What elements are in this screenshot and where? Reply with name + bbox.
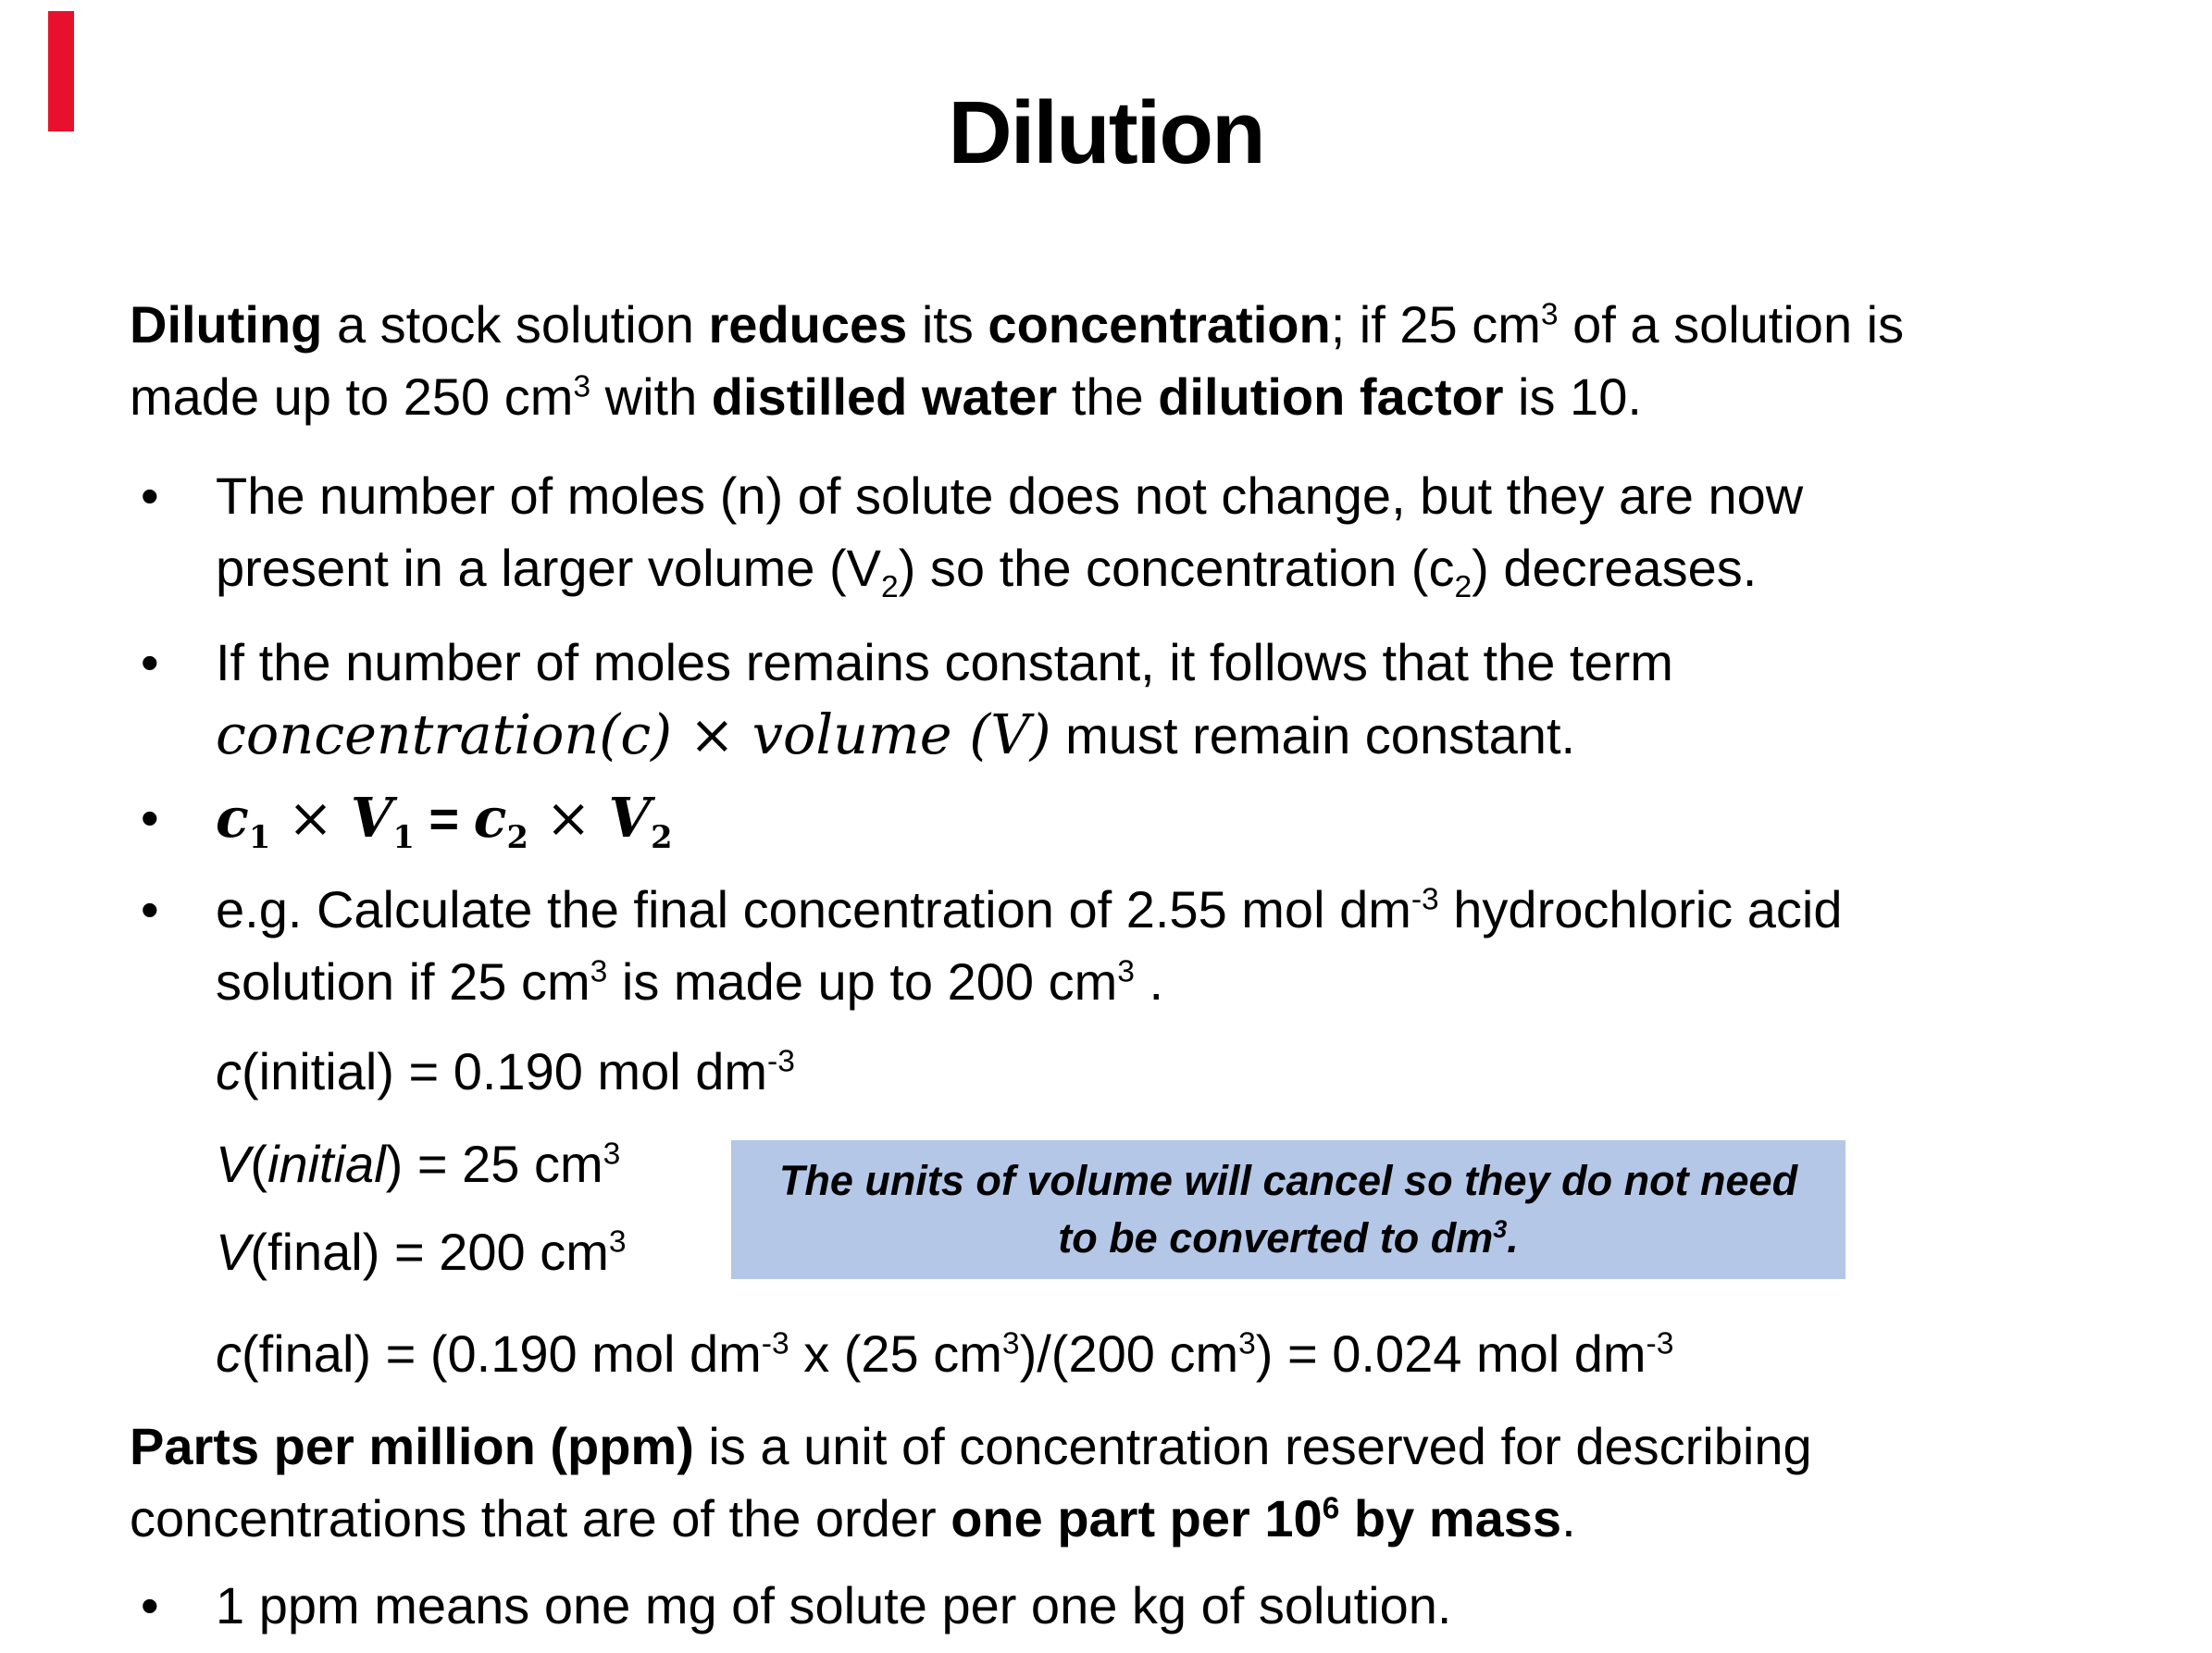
- text-segment: .: [1561, 1489, 1576, 1547]
- slide-title: Dilution: [948, 83, 1264, 182]
- text-segment: ×: [528, 786, 609, 850]
- text-segment: Parts per million (ppm): [130, 1417, 694, 1475]
- bullet-marker: •: [141, 880, 159, 938]
- text-segment: 1: [392, 818, 415, 856]
- text-segment: (final) = (0.190 mol dm: [242, 1324, 762, 1383]
- text-line: [779, 1152, 1797, 1210]
- text-segment: V: [350, 786, 393, 850]
- text-segment: -3: [761, 1326, 789, 1361]
- bullet-item: [130, 874, 2193, 1018]
- text-line: [216, 699, 2193, 772]
- text-segment: is a unit of concentration reserved for describing: [693, 1417, 1812, 1475]
- text-segment: =: [414, 789, 474, 848]
- text-segment: c: [216, 1324, 242, 1383]
- text-line: [130, 289, 2193, 361]
- text-segment: 2: [881, 570, 899, 605]
- text-segment: e.g. Calculate the final concentration of 2.55 mol dm: [216, 880, 1411, 938]
- text-segment: 2: [506, 818, 528, 856]
- text-segment: with: [590, 367, 712, 426]
- bullet-item: [130, 460, 2193, 604]
- text-segment: 6: [1322, 1491, 1340, 1526]
- text-segment: 3: [1540, 297, 1559, 332]
- text-segment: x (25 cm: [789, 1324, 1002, 1383]
- text-segment: Diluting: [130, 295, 323, 354]
- text-segment: If the number of moles remains constant, it follows that the term: [216, 633, 1673, 691]
- text-segment: V: [216, 1135, 251, 1193]
- text-segment: ) = 25 cm: [385, 1135, 603, 1193]
- text-segment: The units of volume will cancel so they do not need: [778, 1157, 1798, 1204]
- text-segment: its: [907, 295, 988, 354]
- text-segment: (initial) = 0.190 mol dm: [242, 1042, 768, 1100]
- bullet-item: [130, 627, 2193, 772]
- text-segment: 3: [590, 954, 608, 989]
- text-segment: 1 ppm means one mg of solute per one kg of solution.: [216, 1576, 1452, 1634]
- text-segment: ; if 25 cm: [1330, 295, 1541, 354]
- text-segment: concentration: [988, 295, 1331, 354]
- text-segment: concentrations that are of the order: [130, 1489, 951, 1547]
- bullet-marker: •: [141, 633, 159, 691]
- text-segment: initial: [267, 1135, 386, 1193]
- text-segment: 3: [573, 369, 591, 404]
- text-segment: c: [473, 786, 507, 850]
- text-segment: ×: [270, 786, 351, 850]
- text-segment: of a solution is: [1558, 295, 1905, 354]
- text-line: [216, 874, 2193, 946]
- text-segment: -3: [767, 1044, 795, 1079]
- text-line: [1058, 1210, 1519, 1267]
- text-line: [216, 1570, 2193, 1642]
- text-segment: .: [1134, 952, 1164, 1011]
- text-segment: concentration(c) × volume (V): [216, 702, 1051, 766]
- text-segment: must remain constant.: [1050, 706, 1576, 764]
- text-segment: to be converted to dm: [1058, 1214, 1494, 1262]
- bullet-marker: •: [141, 1576, 159, 1634]
- text-segment: c: [216, 786, 249, 850]
- text-segment: solution if 25 cm: [216, 952, 590, 1011]
- text-line: [216, 627, 2193, 699]
- text-segment: made up to 250 cm: [130, 367, 574, 426]
- paragraph: [130, 1036, 2193, 1108]
- text-segment: 1: [248, 818, 271, 856]
- text-segment: ) so the concentration (c: [898, 539, 1455, 597]
- text-segment: is 10.: [1503, 367, 1642, 426]
- text-segment: c: [216, 1042, 242, 1100]
- bullet-marker: •: [141, 466, 159, 525]
- paragraph: [130, 1318, 2193, 1390]
- bullet-marker: •: [141, 789, 159, 847]
- text-segment: 3: [1001, 1326, 1020, 1361]
- text-segment: is made up to 200 cm: [607, 952, 1118, 1011]
- text-segment: V: [608, 786, 652, 850]
- slide-body: [130, 289, 2193, 1642]
- text-segment: the: [1057, 367, 1159, 426]
- text-line: [216, 946, 2193, 1018]
- text-segment: 2: [651, 818, 673, 856]
- text-segment: (final) = 200 cm: [250, 1223, 609, 1281]
- paragraph: [130, 1411, 2193, 1555]
- text-line: [130, 361, 2193, 433]
- text-segment: reduces: [708, 295, 908, 354]
- text-segment: -3: [1646, 1326, 1674, 1361]
- text-segment: distilled water: [711, 367, 1058, 426]
- text-line: [130, 1483, 2193, 1555]
- text-segment: ) decreases.: [1472, 539, 1758, 597]
- text-segment: 3: [603, 1137, 621, 1172]
- text-segment: V: [216, 1223, 251, 1281]
- text-line: [216, 460, 2193, 532]
- text-segment: present in a larger volume (V: [216, 539, 882, 597]
- text-segment: 3: [608, 1224, 627, 1260]
- text-segment: 3: [1117, 954, 1135, 989]
- text-segment: )/(200 cm: [1019, 1324, 1239, 1383]
- text-segment: (: [250, 1135, 268, 1193]
- text-segment: by mass: [1339, 1489, 1562, 1547]
- text-segment: ) = 0.024 mol dm: [1255, 1324, 1647, 1383]
- text-line: [216, 782, 2193, 855]
- text-segment: a stock solution: [322, 295, 709, 354]
- text-segment: dilution factor: [1158, 367, 1504, 426]
- text-segment: .: [1507, 1214, 1519, 1262]
- text-line: [130, 1411, 2193, 1483]
- bullet-item: [130, 1570, 2193, 1642]
- text-segment: The number of moles (n) of solute does not change, but they are now: [216, 466, 1804, 525]
- bullet-item: [130, 782, 2193, 855]
- callout-box: [731, 1140, 1845, 1279]
- text-line: [216, 532, 2193, 604]
- text-segment: one part per 10: [951, 1489, 1323, 1547]
- paragraph: [130, 289, 2193, 433]
- text-line: [216, 1318, 2193, 1390]
- text-segment: 3: [1238, 1326, 1256, 1361]
- text-segment: 3: [1493, 1215, 1508, 1243]
- text-segment: hydrochloric acid: [1438, 880, 1843, 938]
- text-line: [216, 1036, 2193, 1108]
- text-segment: -3: [1410, 882, 1439, 917]
- text-segment: 2: [1454, 570, 1473, 605]
